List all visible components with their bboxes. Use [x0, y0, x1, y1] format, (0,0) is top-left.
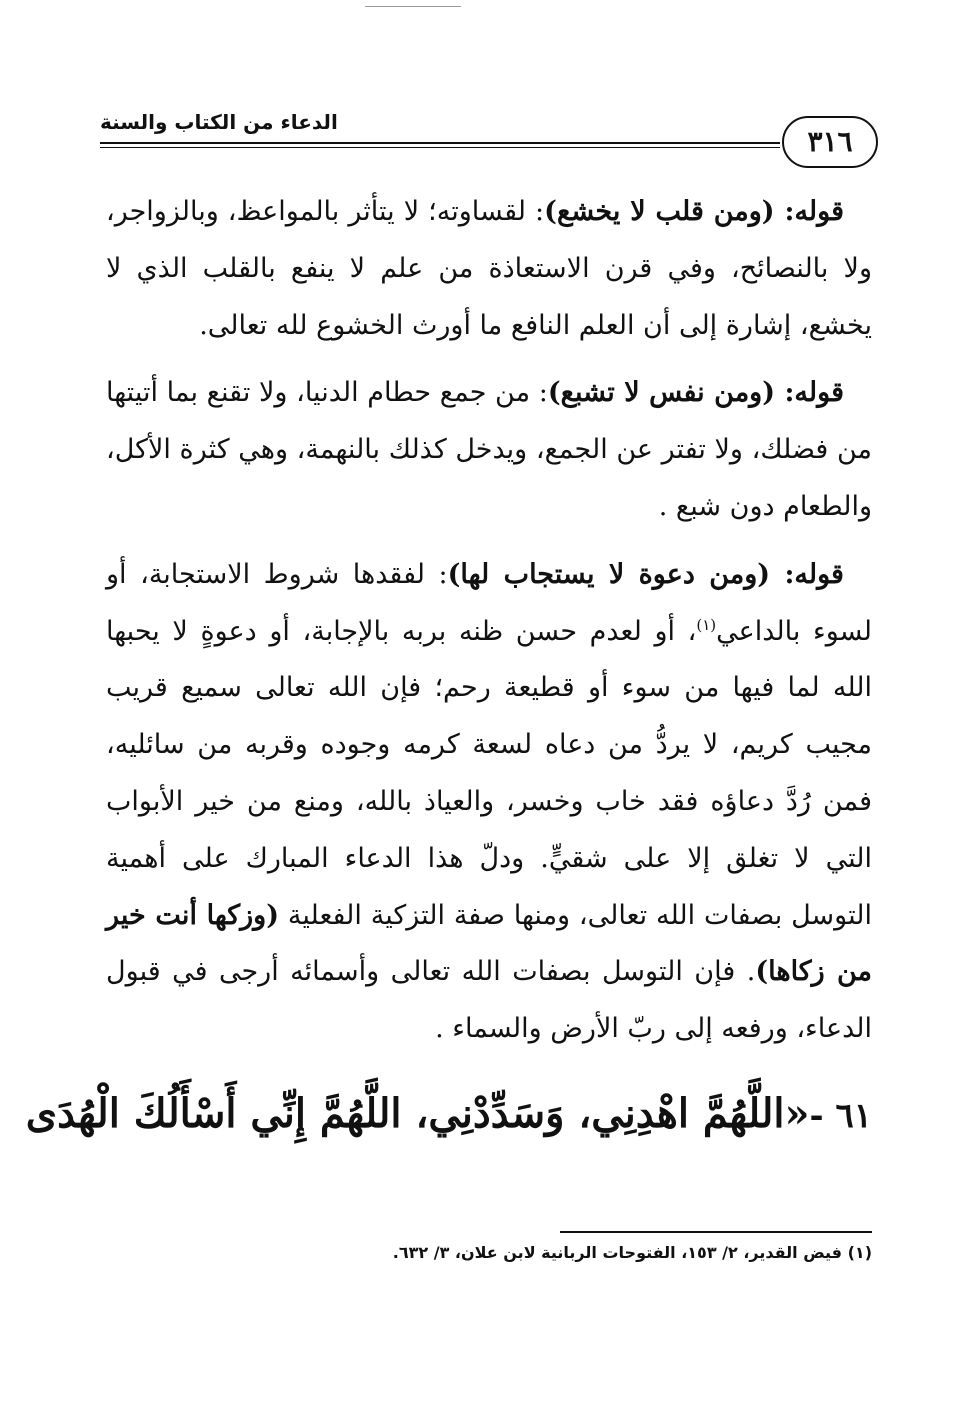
quran-quote: (وزكها أنت خير من زكاها)	[106, 899, 872, 988]
hadith-quote: (ومن نفس لا تشبع)	[547, 377, 775, 409]
paragraph-text: : من جمع حطام الدنيا، ولا تقنع بما أتيتها من فضلك، ولا تفتر عن الجمع، ويدخل كذلك بالنهمة، وهي كثرة الأكل، والطعام دون شبع .	[106, 377, 872, 522]
footnote	[300, 1240, 872, 1266]
paragraph-text: : لفقدها شروط الاستجابة، أو لسوء بالداعي	[106, 558, 872, 647]
hadith-quote: (ومن قلب لا يخشع)	[544, 196, 775, 227]
footnote-rule	[560, 1231, 872, 1233]
paragraph-1	[106, 184, 872, 354]
dua-text: «اللَّهُمَّ اهْدِنِي، وَسَدِّدْنِي، اللَّهُمَّ إِنِّي أَسْأَلُكَ الْهُدَى	[25, 1090, 810, 1137]
paragraph-text: ، أو لعدم حسن ظنه بربه بالإجابة، أو دعوةٍ لا يحبها الله لما فيها من سوء أو قطيعة رحم؛ فإن الله تعالى سميع قريب مجيب كريم، لا يردُّ من دعاه لسعة كرمه وجوده وقربه من سائليه، فمن رُدَّ دعاؤه فقد خاب وخسر، والعياذ بالله، ومنع من خير الأبواب التي لا تغلق إلا على شقيٍّ. ودلّ هذا الدعاء المبارك على أهمية التوسل بصفات الله تعالى، ومنها صفة التزكية الفعلية	[106, 615, 872, 931]
page-number-badge: ٣١٦	[782, 116, 878, 168]
paragraph-2	[106, 365, 872, 535]
running-title: الدعاء من الكتاب والسنة	[100, 110, 338, 134]
dua-number: ٦١ -	[809, 1096, 872, 1136]
paragraph-text: . فإن التوسل بصفات الله تعالى وأسمائه أرجى في قبول الدعاء، ورفعه إلى ربّ الأرض والسماء .	[106, 956, 872, 1045]
top-rule	[365, 6, 461, 7]
hadith-quote: (ومن دعوة لا يستجاب لها)	[447, 558, 771, 590]
paragraph-text: : لقساوته؛ لا يتأثر بالمواعظ، وبالزواجر، ولا بالنصائح، وفي قرن الاستعاذة من علم لا ينفع بالقلب الذي لا يخشع، إشارة إلى أن العلم النافع ما أورث الخشوع لله تعالى.	[106, 196, 872, 341]
footnote-reference[interactable]: (١)	[696, 615, 717, 634]
page-header	[100, 100, 880, 170]
paragraph-3	[106, 547, 872, 1058]
header-rule	[100, 142, 780, 148]
footnote-marker: (١)	[847, 1243, 872, 1262]
lead-word: قوله:	[770, 558, 844, 590]
main-text	[106, 184, 872, 1069]
lead-word: قوله:	[774, 196, 845, 227]
dua-heading	[25, 1086, 872, 1144]
lead-word: قوله:	[774, 377, 844, 409]
footnote-text: فيض القدير، ٢/ ١٥٣، الفتوحات الربانية لابن علان، ٣/ ٦٣٢.	[392, 1243, 843, 1262]
